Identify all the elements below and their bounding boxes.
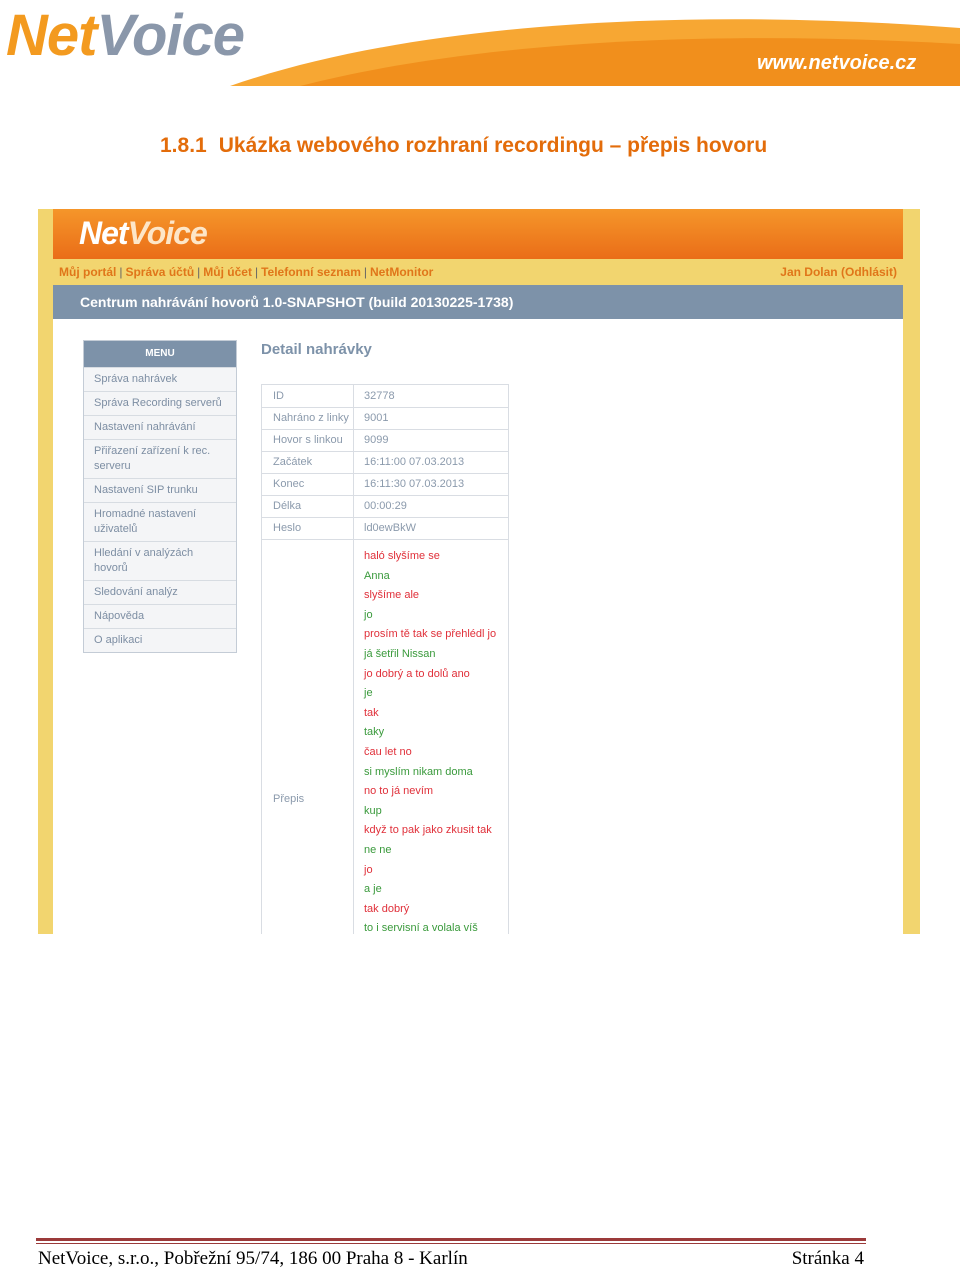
menu-item-sip-trunk[interactable]: Nastavení SIP trunku (84, 478, 236, 502)
row-value: 16:11:30 07.03.2013 (364, 478, 465, 490)
menu-item-analysis-search[interactable]: Hledání v analýzách hovorů (84, 541, 236, 580)
row-duration (262, 495, 508, 518)
app-logo-net: Net (79, 215, 128, 251)
user-info: Jan Dolan (Odhlásit) (780, 265, 897, 279)
page-number: Stránka 4 (791, 1248, 864, 1269)
app-title-bar (53, 285, 903, 319)
menu-item-analysis-tracking[interactable]: Sledování analýz (84, 580, 236, 604)
logo-voice-text: Voice (96, 3, 245, 68)
row-key: ID (273, 390, 284, 402)
transcript-line: je (364, 687, 373, 700)
detail-title: Detail nahrávky (261, 341, 372, 358)
menu-item-device-assignment[interactable]: Přiřazení zařízení k rec. serveru (84, 439, 236, 478)
footer-address: NetVoice, s.r.o., Pobřežní 95/74, 186 00 Praha 8 - Karlín (38, 1248, 468, 1269)
nav-links: Můj portál | Správa účtů | Můj účet | Telefonní seznam | NetMonitor (59, 265, 434, 279)
menu-item-bulk-user-settings[interactable]: Hromadné nastavení uživatelů (84, 502, 236, 541)
menu-item-help[interactable]: Nápověda (84, 604, 236, 628)
app-window (53, 209, 903, 934)
row-value: ld0ewBkW (364, 522, 416, 534)
footer-rule-thin (36, 1243, 866, 1244)
transcript-line: no to já nevím (364, 785, 434, 798)
transcript-line: taky (364, 726, 385, 739)
section-title: Ukázka webového rozhraní recordingu – přepis hovoru (218, 134, 768, 157)
row-value: 9001 (364, 412, 389, 424)
row-key: Hovor s linkou (273, 434, 343, 446)
logout-link[interactable]: Odhlásit (844, 265, 893, 279)
transcript-line: ne ne (364, 843, 392, 856)
section-number: 1.8.1 (160, 134, 207, 157)
app-logo-voice: Voice (127, 215, 207, 251)
detail-table (261, 384, 509, 934)
recording-ui-screenshot (38, 209, 920, 934)
user-name: Jan Dolan (780, 265, 838, 279)
netvoice-logo (6, 2, 244, 69)
transcript-line: kup (364, 804, 382, 817)
section-heading (160, 134, 767, 158)
transcript-line: haló slyšíme se (364, 550, 440, 562)
transcript-line: a je (364, 883, 382, 896)
nav-my-account[interactable]: Můj účet (203, 265, 252, 279)
nav-phonebook[interactable]: Telefonní seznam (261, 265, 361, 279)
transcript-line: prosím tě tak se přehlédl jo (364, 628, 497, 641)
row-key: Konec (273, 478, 305, 490)
row-key: Heslo (273, 522, 302, 534)
nav-my-portal[interactable]: Můj portál (59, 265, 117, 279)
app-logo (79, 215, 207, 252)
row-start (262, 451, 508, 474)
top-nav (53, 259, 903, 285)
menu-item-recording-settings[interactable]: Nastavení nahrávání (84, 415, 236, 439)
sidebar-menu (83, 340, 237, 653)
transcript-line: já šetřil Nissan (364, 647, 436, 660)
row-key: Délka (273, 500, 302, 512)
row-call-with (262, 429, 508, 452)
nav-netmonitor[interactable]: NetMonitor (370, 265, 434, 279)
row-end (262, 473, 508, 496)
transcript-line: Anna (364, 569, 390, 582)
transcript-line: tak (364, 706, 379, 719)
menu-header: MENU (84, 341, 236, 367)
row-id (262, 385, 508, 408)
transcript (364, 547, 496, 934)
menu-item-recordings[interactable]: Správa nahrávek (84, 367, 236, 391)
transcript-line: jo (364, 608, 373, 621)
website-url: www.netvoice.cz (757, 52, 917, 74)
logo-net-text: Net (6, 3, 97, 68)
row-value: 00:00:29 (364, 500, 407, 512)
transcript-label: Přepis (273, 793, 305, 805)
nav-accounts[interactable]: Správa účtů (125, 265, 195, 279)
row-value: 32778 (364, 390, 395, 402)
app-title: Centrum nahrávání hovorů 1.0-SNAPSHOT (build 20130225-1738) (80, 294, 514, 310)
row-source-line (262, 407, 508, 430)
app-banner (53, 209, 903, 259)
menu-item-about[interactable]: O aplikaci (84, 628, 236, 652)
footer-rule (36, 1238, 866, 1241)
row-value: 16:11:00 07.03.2013 (364, 456, 465, 468)
transcript-line: jo dobrý a to dolů ano (364, 667, 470, 680)
transcript-line: slyšíme ale (364, 589, 420, 602)
transcript-line: si myslím nikam doma (364, 765, 473, 778)
transcript-line: jo (364, 863, 373, 876)
row-password (262, 517, 508, 540)
transcript-line: to i servisní a volala víš (364, 922, 478, 934)
transcript-line: když to pak jako zkusit tak (364, 824, 492, 837)
transcript-line: tak dobrý (364, 902, 410, 915)
row-key: Nahráno z linky (273, 412, 349, 424)
menu-item-recording-servers[interactable]: Správa Recording serverů (84, 391, 236, 415)
row-value: 9099 (364, 434, 389, 446)
transcript-line: čau let no (364, 745, 412, 758)
row-key: Začátek (273, 456, 313, 468)
